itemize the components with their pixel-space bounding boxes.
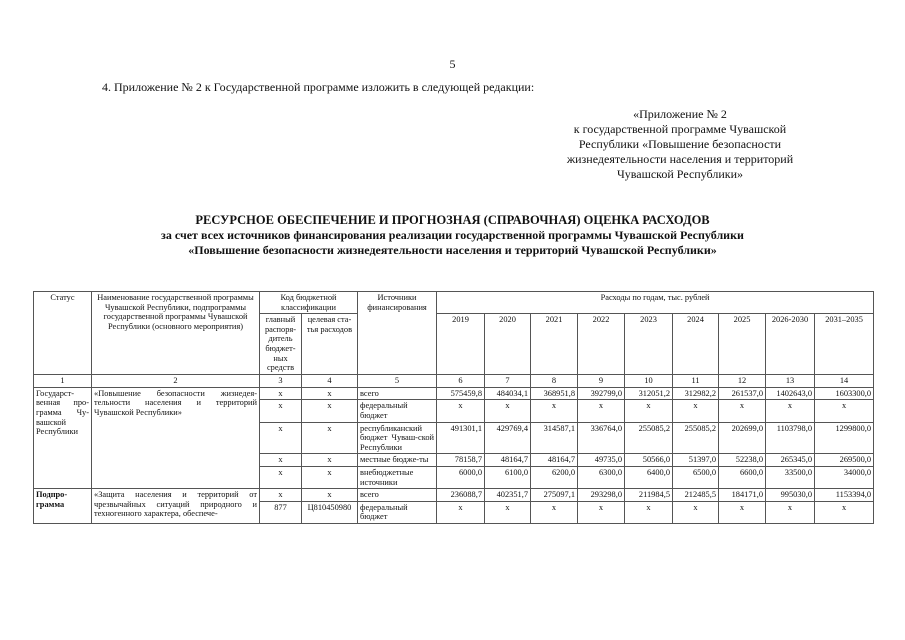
value-cell: 1103798,0 — [766, 422, 815, 454]
value-cell: 392799,0 — [578, 387, 625, 400]
value-cell: x — [531, 400, 578, 422]
header-year: 2023 — [625, 314, 673, 375]
column-number: 5 — [358, 375, 437, 388]
column-number: 13 — [766, 375, 815, 388]
value-cell: x — [437, 400, 485, 422]
value-cell: 6000,0 — [437, 466, 485, 488]
value-cell: 51397,0 — [673, 454, 719, 467]
value-cell: 50566,0 — [625, 454, 673, 467]
header-target-item: целевая ста-тья расходов — [302, 314, 358, 375]
value-cell: 78158,7 — [437, 454, 485, 467]
value-cell: 236088,7 — [437, 489, 485, 502]
appendix-line: Чувашской Республики» — [616, 167, 744, 181]
value-cell: 429769,4 — [485, 422, 531, 454]
header-year: 2026-2030 — [766, 314, 815, 375]
source-cell: республиканский бюджет Чуваш-ской Республики — [358, 422, 437, 454]
column-number: 3 — [260, 375, 302, 388]
value-cell: x — [673, 501, 719, 523]
value-cell: 336764,0 — [578, 422, 625, 454]
value-cell: 1299800,0 — [815, 422, 874, 454]
value-cell: 49735,0 — [578, 454, 625, 467]
value-cell: 484034,1 — [485, 387, 531, 400]
table-row — [34, 489, 874, 502]
resource-table — [33, 291, 874, 524]
value-cell: 211984,5 — [625, 489, 673, 502]
value-cell: 6500,0 — [673, 466, 719, 488]
value-cell: 6600,0 — [719, 466, 766, 488]
value-cell: x — [485, 501, 531, 523]
budget-manager-cell: x — [260, 422, 302, 454]
target-item-cell: x — [302, 454, 358, 467]
value-cell: 1402643,0 — [766, 387, 815, 400]
target-item-cell: x — [302, 387, 358, 400]
subprogram-name: «Защита населения и территорий от чрезвычайных ситуаций природного и техногенного характера, обеспече- — [92, 489, 260, 524]
value-cell: 52238,0 — [719, 454, 766, 467]
value-cell: x — [766, 501, 815, 523]
appendix-line: Республики «Повышение безопасности — [578, 137, 782, 151]
column-number: 10 — [625, 375, 673, 388]
column-number: 8 — [531, 375, 578, 388]
value-cell: 202699,0 — [719, 422, 766, 454]
budget-manager-cell: 877 — [260, 501, 302, 523]
value-cell: x — [815, 501, 874, 523]
program-name: «Повышение безопасности жизнедея-тельности населения и территорий Чувашской Республики» — [92, 387, 260, 488]
value-cell: 402351,7 — [485, 489, 531, 502]
column-number: 11 — [673, 375, 719, 388]
value-cell: 995030,0 — [766, 489, 815, 502]
appendix-note — [560, 107, 800, 182]
value-cell: 6300,0 — [578, 466, 625, 488]
intro-paragraph: 4. Приложение № 2 к Государственной программе изложить в следующей редакции: — [102, 80, 535, 94]
value-cell: x — [673, 400, 719, 422]
column-number: 12 — [719, 375, 766, 388]
value-cell: 33500,0 — [766, 466, 815, 488]
value-cell: 255085,2 — [625, 422, 673, 454]
value-cell: 34000,0 — [815, 466, 874, 488]
header-year: 2031–2035 — [815, 314, 874, 375]
title-line-2: за счет всех источников финансирования реализации государственной программы Чувашской Республики — [161, 228, 744, 242]
header-main-manager: главный распоря-дитель бюджет-ных средств — [260, 314, 302, 375]
value-cell: x — [578, 400, 625, 422]
column-number: 9 — [578, 375, 625, 388]
source-cell: внебюджетные источники — [358, 466, 437, 488]
header-year: 2024 — [673, 314, 719, 375]
value-cell: 6200,0 — [531, 466, 578, 488]
target-item-cell: Ц810450980 — [302, 501, 358, 523]
value-cell: 269500,0 — [815, 454, 874, 467]
budget-manager-cell: x — [260, 489, 302, 502]
header-year: 2021 — [531, 314, 578, 375]
title-line-3: «Повышение безопасности жизнедеятельности населения и территорий Чувашской Республики» — [188, 243, 717, 257]
subprogram-status: Подпро-грамма — [34, 489, 92, 524]
source-cell: местные бюдже-ты — [358, 454, 437, 467]
value-cell: 312982,2 — [673, 387, 719, 400]
value-cell: 212485,5 — [673, 489, 719, 502]
value-cell: x — [625, 501, 673, 523]
budget-manager-cell: x — [260, 400, 302, 422]
value-cell: x — [766, 400, 815, 422]
column-number: 14 — [815, 375, 874, 388]
appendix-line: к государственной программе Чувашской — [573, 122, 787, 136]
value-cell: 293298,0 — [578, 489, 625, 502]
value-cell: 1153394,0 — [815, 489, 874, 502]
appendix-line: жизнедеятельности населения и территорий — [566, 152, 794, 166]
budget-manager-cell: x — [260, 466, 302, 488]
header-budget-code: Код бюджетной классификации — [260, 292, 358, 314]
value-cell: 314587,1 — [531, 422, 578, 454]
header-year: 2020 — [485, 314, 531, 375]
header-name: Наименование государственной программы Чувашской Республики, подпрограммы государственной программы Чувашской Республики (основного мероприятия) — [92, 292, 260, 375]
target-item-cell: x — [302, 466, 358, 488]
value-cell: x — [625, 400, 673, 422]
value-cell: 48164,7 — [485, 454, 531, 467]
title-line-1: РЕСУРСНОЕ ОБЕСПЕЧЕНИЕ И ПРОГНОЗНАЯ (СПРАВОЧНАЯ) ОЦЕНКА РАСХОДОВ — [195, 213, 710, 227]
source-cell: федеральный бюджет — [358, 400, 437, 422]
value-cell: x — [578, 501, 625, 523]
column-number: 2 — [92, 375, 260, 388]
column-number: 7 — [485, 375, 531, 388]
source-cell: всего — [358, 387, 437, 400]
value-cell: 491301,1 — [437, 422, 485, 454]
value-cell: 312051,2 — [625, 387, 673, 400]
column-number: 6 — [437, 375, 485, 388]
header-expenses: Расходы по годам, тыс. рублей — [437, 292, 874, 314]
program-status: Государст-венная про-грамма Чу-вашской Республики — [34, 387, 92, 488]
table-row — [34, 387, 874, 400]
value-cell: 575459,8 — [437, 387, 485, 400]
target-item-cell: x — [302, 422, 358, 454]
column-number-row — [34, 375, 874, 388]
value-cell: x — [719, 501, 766, 523]
source-cell: федеральный бюджет — [358, 501, 437, 523]
value-cell: 368951,8 — [531, 387, 578, 400]
value-cell: 184171,0 — [719, 489, 766, 502]
header-year: 2022 — [578, 314, 625, 375]
header-year: 2019 — [437, 314, 485, 375]
column-number: 4 — [302, 375, 358, 388]
budget-manager-cell: x — [260, 454, 302, 467]
target-item-cell: x — [302, 400, 358, 422]
document-title — [0, 213, 905, 258]
value-cell: 255085,2 — [673, 422, 719, 454]
value-cell: 261537,0 — [719, 387, 766, 400]
value-cell: 1603300,0 — [815, 387, 874, 400]
value-cell: x — [719, 400, 766, 422]
value-cell: 48164,7 — [531, 454, 578, 467]
column-number: 1 — [34, 375, 92, 388]
value-cell: x — [815, 400, 874, 422]
value-cell: 265345,0 — [766, 454, 815, 467]
header-year: 2025 — [719, 314, 766, 375]
target-item-cell: x — [302, 489, 358, 502]
source-cell: всего — [358, 489, 437, 502]
value-cell: x — [485, 400, 531, 422]
page-number: 5 — [449, 57, 456, 71]
header-sources: Источники финансирования — [358, 292, 437, 375]
header-status: Статус — [34, 292, 92, 375]
value-cell: 275097,1 — [531, 489, 578, 502]
value-cell: 6400,0 — [625, 466, 673, 488]
value-cell: x — [531, 501, 578, 523]
value-cell: 6100,0 — [485, 466, 531, 488]
appendix-line: «Приложение № 2 — [633, 107, 727, 121]
budget-manager-cell: x — [260, 387, 302, 400]
value-cell: x — [437, 501, 485, 523]
